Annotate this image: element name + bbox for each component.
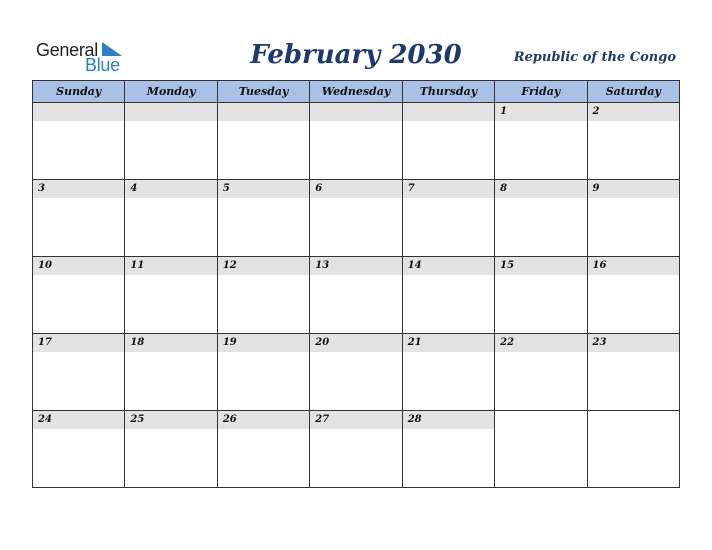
day-number-strip: [588, 180, 679, 198]
day-cell: [587, 103, 679, 180]
week-row: [33, 334, 680, 411]
day-number: 11: [130, 260, 145, 271]
day-number-strip: [495, 257, 586, 275]
day-cell: [33, 180, 125, 257]
day-number: 23: [592, 337, 607, 348]
empty-day-strip: [588, 411, 679, 429]
day-cell: [310, 411, 402, 488]
day-cell: [33, 257, 125, 334]
day-number: 28: [407, 414, 422, 425]
day-number: 27: [315, 414, 330, 425]
day-cell: [587, 180, 679, 257]
day-number: 5: [222, 183, 230, 194]
day-cell: [495, 411, 587, 488]
day-number: 3: [38, 183, 45, 194]
weekday-saturday: Saturday: [587, 81, 679, 103]
day-cell: [587, 257, 679, 334]
day-number: 17: [38, 337, 52, 348]
day-cell: [495, 257, 587, 334]
day-number-strip: [125, 180, 216, 198]
day-cell: [310, 180, 402, 257]
day-number-strip: [125, 257, 216, 275]
day-number: 18: [130, 337, 145, 348]
day-number-strip: [310, 334, 401, 352]
week-row: [33, 180, 680, 257]
day-cell: [125, 411, 217, 488]
day-cell: [587, 334, 679, 411]
day-cell: [310, 257, 402, 334]
day-number-strip: [495, 180, 586, 198]
day-number: 10: [38, 260, 52, 271]
day-cell: [217, 103, 309, 180]
empty-day-strip: [495, 411, 586, 429]
day-number-strip: [125, 411, 216, 429]
weekday-monday: Monday: [125, 81, 217, 103]
day-cell: [33, 411, 125, 488]
weekday-header-row: [33, 81, 680, 103]
day-number-strip: [218, 334, 309, 352]
logo-text-general: General: [36, 40, 98, 60]
day-cell: [125, 103, 217, 180]
day-number: 6: [315, 183, 323, 194]
empty-day-strip: [310, 103, 401, 121]
empty-day-strip: [125, 103, 216, 121]
day-number: 8: [500, 183, 508, 194]
day-number-strip: [403, 411, 494, 429]
day-number: 4: [130, 183, 138, 194]
weekday-sunday: Sunday: [33, 81, 125, 103]
day-number: 21: [407, 337, 422, 348]
day-number-strip: [588, 257, 679, 275]
week-row: [33, 103, 680, 180]
day-cell: [217, 257, 309, 334]
empty-day-strip: [33, 103, 124, 121]
day-number: 13: [315, 260, 330, 271]
day-number-strip: [310, 180, 401, 198]
day-number: 15: [500, 260, 515, 271]
day-cell: [495, 103, 587, 180]
day-number-strip: [33, 334, 124, 352]
month-title: February 2030: [250, 40, 462, 70]
weekday-wednesday: Wednesday: [310, 81, 402, 103]
day-number-strip: [33, 257, 124, 275]
calendar-grid: [32, 80, 680, 488]
empty-day-strip: [403, 103, 494, 121]
day-number: 12: [222, 260, 237, 271]
day-cell: [33, 334, 125, 411]
day-cell: [217, 334, 309, 411]
day-number: 1: [500, 106, 508, 117]
day-number-strip: [588, 334, 679, 352]
day-number: 22: [500, 337, 515, 348]
day-number-strip: [588, 103, 679, 121]
day-number: 16: [592, 260, 607, 271]
day-cell: [217, 180, 309, 257]
day-number-strip: [495, 103, 586, 121]
day-number-strip: [403, 257, 494, 275]
day-number: 9: [592, 183, 600, 194]
day-number-strip: [310, 257, 401, 275]
day-cell: [33, 103, 125, 180]
day-cell: [310, 103, 402, 180]
day-cell: [402, 334, 494, 411]
day-number-strip: [403, 180, 494, 198]
day-cell: [495, 180, 587, 257]
weekday-friday: Friday: [495, 81, 587, 103]
day-number-strip: [218, 257, 309, 275]
day-number-strip: [403, 334, 494, 352]
day-cell: [125, 180, 217, 257]
country-name: Republic of the Congo: [513, 50, 676, 65]
day-number-strip: [125, 334, 216, 352]
day-cell: [125, 334, 217, 411]
day-cell: [495, 334, 587, 411]
day-cell: [217, 411, 309, 488]
day-number: 24: [38, 414, 52, 425]
day-cell: [402, 103, 494, 180]
weekday-thursday: Thursday: [402, 81, 494, 103]
day-cell: [310, 334, 402, 411]
calendar-body: [33, 103, 680, 488]
day-number: 26: [222, 414, 237, 425]
week-row: [33, 411, 680, 488]
weekday-tuesday: Tuesday: [217, 81, 309, 103]
logo-text-blue: Blue: [85, 55, 120, 75]
day-number-strip: [33, 411, 124, 429]
empty-day-strip: [218, 103, 309, 121]
day-number-strip: [33, 180, 124, 198]
day-number-strip: [310, 411, 401, 429]
day-number-strip: [218, 180, 309, 198]
day-cell: [402, 411, 494, 488]
day-cell: [402, 257, 494, 334]
day-number: 7: [407, 183, 415, 194]
day-number-strip: [218, 411, 309, 429]
day-cell: [587, 411, 679, 488]
day-cell: [402, 180, 494, 257]
day-number: 19: [222, 337, 237, 348]
day-cell: [125, 257, 217, 334]
day-number-strip: [495, 334, 586, 352]
day-number: 20: [315, 337, 330, 348]
week-row: [33, 257, 680, 334]
day-number: 25: [130, 414, 145, 425]
day-number: 2: [592, 106, 600, 117]
day-number: 14: [407, 260, 422, 271]
